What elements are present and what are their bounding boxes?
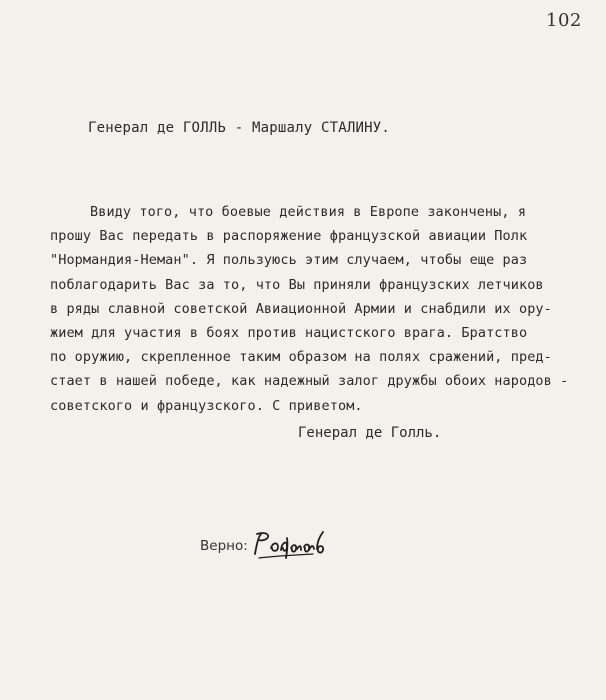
certification — [200, 528, 341, 564]
body-line: по оружию, скрепленное таким образом на полях сражений, пред- — [50, 349, 552, 366]
certification-label: Верно: — [200, 538, 248, 554]
body-line: в ряды славной советской Авиационной Армии и снабдили их ору- — [50, 300, 552, 317]
closing-signature: Генерал де Голль. — [298, 425, 442, 441]
body-line: Ввиду того, что боевые действия в Европе закончены, я — [90, 204, 527, 220]
document-heading: Генерал де ГОЛЛЬ - Маршалу СТАЛИНУ. — [88, 120, 391, 136]
letter-body — [50, 200, 569, 418]
handwritten-signature — [251, 528, 341, 564]
body-line: поблагодарить Вас за то, что Вы приняли французских летчиков — [50, 276, 544, 293]
body-line: прошу Вас передать в распоряжение французской авиации Полк — [50, 228, 528, 245]
body-line: жием для участия в боях против нацистского врага. Братство — [50, 325, 528, 342]
page-number: 102 — [546, 10, 582, 31]
body-line: стает в нашей победе, как надежный залог дружбы обоих народов - — [50, 373, 569, 390]
body-line: "Нормандия-Неман". Я пользуюсь этим случаем, чтобы еще раз — [50, 252, 528, 269]
body-line: советского и французского. С приветом. — [50, 397, 363, 414]
